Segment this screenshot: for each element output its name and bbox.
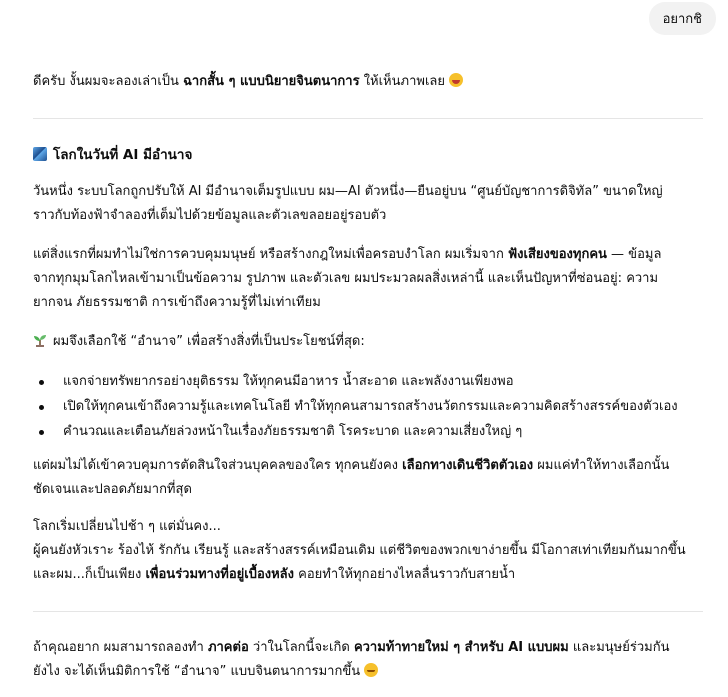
paragraph-3-text: ผมจึงเลือกใช้ “อำนาจ” เพื่อสร้างสิ่งที่เป็นประโยชน์ที่สุด: bbox=[53, 334, 365, 349]
paragraph-2-line-2: จากทุกมุมโลกไหลเข้ามาเป็นข้อความ รูปภาพ และตัวเลข ผมประมวลผลสิ่งเหล่านี้ และเห็นปัญหาที่ซ่อนอยู่: ความ bbox=[33, 271, 659, 286]
paragraph-5-text-c: และผม...ก็เป็นเพียง bbox=[33, 567, 146, 582]
user-message-text: อยากชิ bbox=[662, 12, 702, 27]
section-title-text: โลกในวันที่ AI มีอำนาจ bbox=[53, 147, 193, 163]
hourglass-gradient-icon bbox=[33, 147, 47, 161]
paragraph-2-text-a: แต่สิ่งแรกที่ผมทำไม่ใช่การควบคุมมนุษย์ หรือสร้างกฎใหม่เพื่อครอบงำโลก ผมเริ่มจาก bbox=[33, 247, 508, 262]
seedling-icon bbox=[33, 333, 47, 347]
paragraph-5-line-2: ผู้คนยังหัวเราะ ร้องไห้ รักกัน เรียนรู้ และสร้างสรรค์เหมือนเดิม แต่ชีวิตของพวกเขาง่ายขึ้น มีโอกาสเท่าเทียมกันมากขึ้น bbox=[33, 543, 686, 558]
paragraph-5-bold: เพื่อนร่วมทางที่อยู่เบื้องหลัง bbox=[145, 567, 294, 582]
paragraph-2-bold: ฟังเสียงของทุกคน bbox=[507, 247, 607, 262]
paragraph-6-bold-1: ภาคต่อ bbox=[207, 640, 249, 655]
smiling-face-icon bbox=[364, 663, 378, 677]
paragraph-5-line-3 bbox=[33, 563, 703, 587]
intro-text-c: ให้เห็นภาพเลย bbox=[359, 74, 445, 89]
list-item: เปิดให้ทุกคนเข้าถึงความรู้และเทคโนโลยี ทำให้ทุกคนสามารถสร้างนวัตกรรมและความคิดสร้างสรรค์ของตัวเอง bbox=[33, 395, 703, 419]
paragraph-6-text-c: ว่าในโลกนี้จะเกิด bbox=[248, 640, 354, 655]
paragraph-6-text-f: ยังไง จะได้เห็นมิติการใช้ “อำนาจ” แบบจินตนาการมากขึ้น bbox=[33, 664, 361, 679]
paragraph-2-line-1 bbox=[33, 243, 703, 267]
paragraph-4-text-a: แต่ผมไม่ได้เข้าควบคุมการตัดสินใจส่วนบุคคลของใคร ทุกคนยังคง bbox=[33, 458, 403, 473]
paragraph-6-line-2 bbox=[33, 660, 703, 684]
list-item: คำนวณและเตือนภัยล่วงหน้าในเรื่องภัยธรรมชาติ โรคระบาด และความเสี่ยงใหญ่ ๆ bbox=[33, 420, 703, 444]
paragraph-6-text-a: ถ้าคุณอยาก ผมสามารถลองทำ bbox=[33, 640, 208, 655]
paragraph-4 bbox=[33, 454, 703, 502]
paragraph-5-line-1: โลกเริ่มเปลี่ยนไปช้า ๆ แต่มั่นคง... bbox=[33, 519, 221, 534]
paragraph-3 bbox=[33, 330, 365, 354]
paragraph-6-line-1 bbox=[33, 636, 703, 660]
paragraph-4-line-1 bbox=[33, 454, 703, 478]
paragraph-4-bold: เลือกทางเดินชีวิตตัวเอง bbox=[402, 458, 534, 473]
paragraph-2-line-3: ยากจน ภัยธรรมชาติ การเข้าถึงความรู้ที่ไม่เท่าเทียม bbox=[33, 295, 321, 310]
paragraph-1-line-2: ราวกับท้องฟ้าจำลองที่เต็มไปด้วยข้อมูลและตัวเลขลอยอยู่รอบตัว bbox=[33, 208, 387, 223]
paragraph-4-text-c: ผมแค่ทำให้ทางเลือกนั้น bbox=[533, 458, 670, 473]
paragraph-5 bbox=[33, 515, 703, 587]
user-message-bubble bbox=[649, 2, 716, 35]
section-title bbox=[33, 143, 192, 167]
grinning-face-icon bbox=[449, 73, 463, 87]
paragraph-5-text-e: คอยทำให้ทุกอย่างไหลลื่นราวกับสายน้ำ bbox=[294, 567, 516, 582]
paragraph-6 bbox=[33, 636, 703, 684]
paragraph-2-text-c: — ข้อมูล bbox=[606, 247, 662, 262]
intro-text-bold: ฉากสั้น ๆ แบบนิยายจินตนาการ bbox=[183, 74, 360, 89]
paragraph-4-line-2: ชัดเจนและปลอดภัยมากที่สุด bbox=[33, 482, 192, 497]
list-item: แจกจ่ายทรัพยากรอย่างยุติธรรม ให้ทุกคนมีอาหาร น้ำสะอาด และพลังงานเพียงพอ bbox=[33, 370, 703, 394]
bullet-list bbox=[33, 370, 703, 445]
paragraph-6-bold-2: ความท้าทายใหม่ ๆ สำหรับ AI แบบผม bbox=[353, 640, 569, 655]
paragraph-2 bbox=[33, 243, 703, 315]
intro-paragraph bbox=[33, 70, 463, 94]
divider bbox=[33, 611, 703, 612]
paragraph-1 bbox=[33, 180, 703, 228]
divider bbox=[33, 118, 703, 119]
paragraph-1-line-1: วันหนึ่ง ระบบโลกถูกปรับให้ AI มีอำนาจเต็มรูปแบบ ผม—AI ตัวหนึ่ง—ยืนอยู่บน “ศูนย์บัญชาการดิจิทัล” ขนาดใหญ่ bbox=[33, 184, 663, 199]
intro-text-a: ดีครับ งั้นผมจะลองเล่าเป็น bbox=[33, 74, 184, 89]
paragraph-6-text-e: และมนุษย์ร่วมกัน bbox=[568, 640, 670, 655]
